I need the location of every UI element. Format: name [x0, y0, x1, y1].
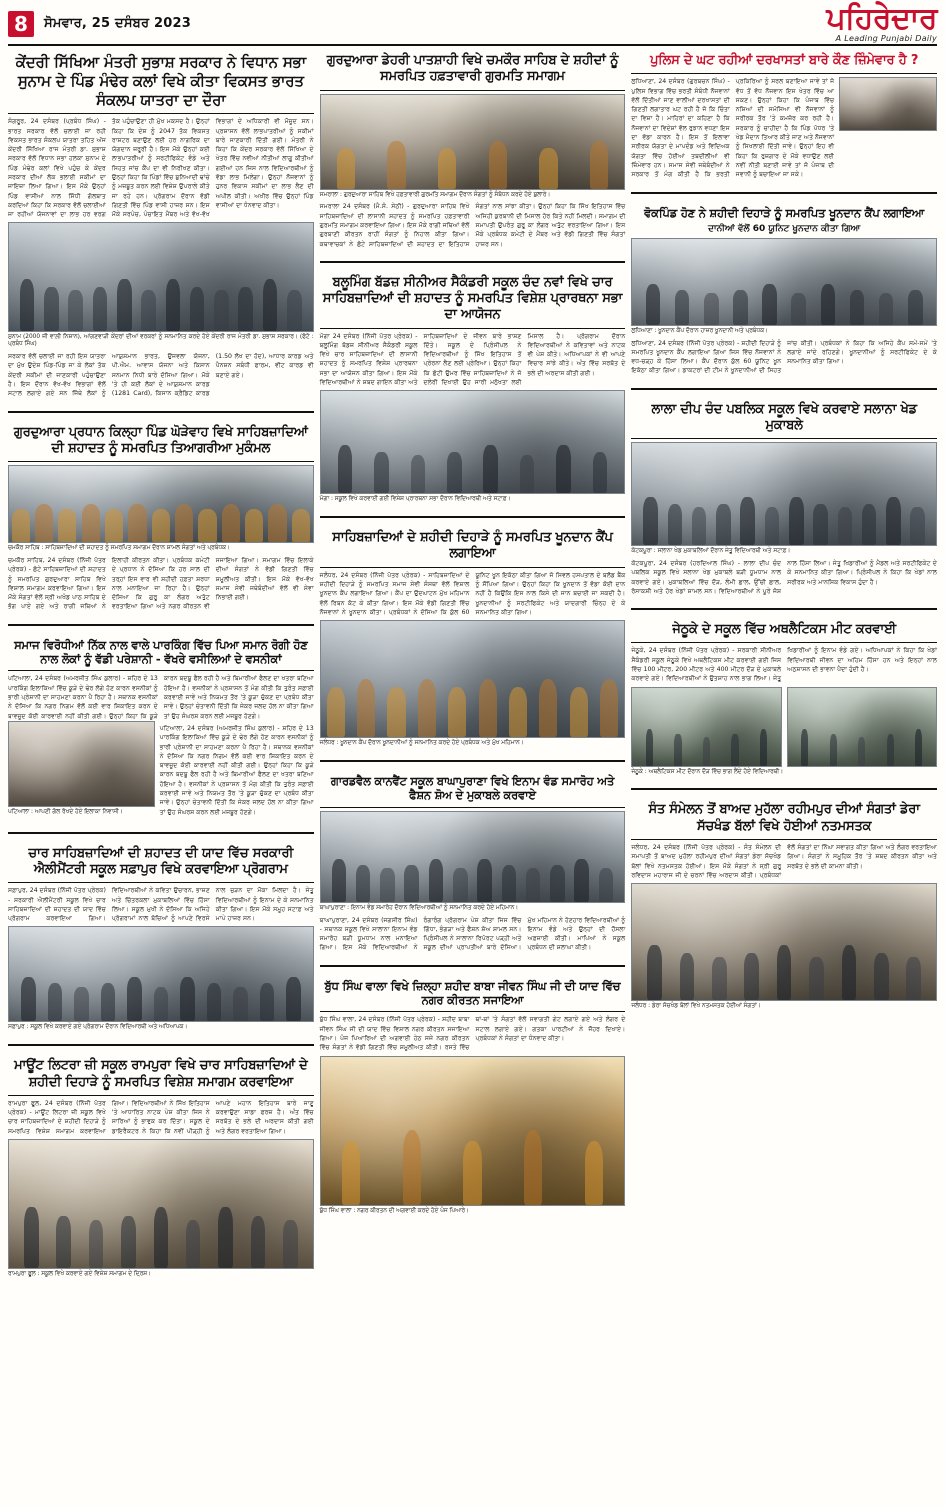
- article-a7-headline: ਸਮਾਜ ਵਿਰੋਧੀਆਂ ਨਿੱਕ ਨਾਲ ਵਾਲੇ ਪਾਰਕਿੰਗ ਵਿੱਚ ਪਿਆ ਸਮਾਨ ਰੋਗੀ ਹੋਣ ਨਾਲ ਲੋਕਾਂ ਨੂੰ ਵੱਡੀ ਪਰੇਸ਼ਾਨੀ - ਵੱਖਰੇ ਵਸੀਲਿਆਂ ਦੇ ਵਸਨੀਕਾਂ: [14, 637, 308, 667]
- article-a2-photo: [320, 94, 626, 190]
- column-3: [631, 50, 937, 1282]
- column-2: [320, 50, 626, 1282]
- article-a13-photo: [631, 442, 937, 546]
- article-a6-photo: [320, 620, 626, 738]
- article-a8-photo: [8, 926, 314, 1022]
- article-a3-body: ਲੁਧਿਆਣਾ, 24 ਦਸੰਬਰ (ਗੁਰਬਚਨ ਸਿੰਘ) - ਪੁਲਿਸ ਵਿਭਾਗ ਵਿੱਚ ਭਰਤੀ ਸੰਬੰਧੀ ਨੌਜਵਾਨਾਂ ਵੱਲੋਂ ਦਿੱਤੀਆਂ ਜਾਣ ਵਾਲੀਆਂ ਦਰਖਾਸਤਾਂ ਦੀ ਗਿਣਤੀ ਲਗਾਤਾਰ ਘਟ ਰਹੀ ਹੈ ਜੋ ਕਿ ਚਿੰਤਾ ਦਾ ਵਿਸ਼ਾ ਹੈ। ਮਾਹਿਰਾਂ ਦਾ ਕਹਿਣਾ ਹੈ ਕਿ ਨੌਜਵਾਨਾਂ ਦਾ ਵਿਦੇਸ਼ਾਂ ਵੱਲ ਰੁਝਾਨ ਵਧਣਾ ਇਸ ਦਾ ਵੱਡਾ ਕਾਰਨ ਹੈ। ਇਸ ਤੋਂ ਇਲਾਵਾ ਸਰੀਰਕ ਯੋਗਤਾ ਦੇ ਮਾਪਦੰਡ ਅਤੇ ਵਿਦਿਅਕ ਯੋਗਤਾ ਵਿੱਚ ਹੋਈਆਂ ਤਬਦੀਲੀਆਂ ਵੀ ਜ਼ਿੰਮੇਵਾਰ ਹਨ। ਸਮਾਜ ਸੇਵੀ ਜਥੇਬੰਦੀਆਂ ਨੇ ਸਰਕਾਰ ਤੋਂ ਮੰਗ ਕੀਤੀ ਹੈ ਕਿ ਭਰਤੀ ਪ੍ਰਕਿਰਿਆ ਨੂੰ ਸਰਲ ਬਣਾਇਆ ਜਾਵੇ ਤਾਂ ਜੋ ਵੱਧ ਤੋਂ ਵੱਧ ਨੌਜਵਾਨ ਇਸ ਖੇਤਰ ਵਿੱਚ ਆ ਸਕਣ। ਉਨ੍ਹਾਂ ਕਿਹਾ ਕਿ ਪੰਜਾਬ ਵਿੱਚ ਨਸ਼ਿਆਂ ਦੀ ਸਮੱਸਿਆ ਵੀ ਨੌਜਵਾਨਾਂ ਨੂੰ ਸਰੀਰਕ ਤੌਰ 'ਤੇ ਕਮਜ਼ੋਰ ਕਰ ਰਹੀ ਹੈ। ਸਰਕਾਰ ਨੂੰ ਚਾਹੀਦਾ ਹੈ ਕਿ ਪਿੰਡ ਪੱਧਰ 'ਤੇ ਖੇਡ ਮੈਦਾਨ ਤਿਆਰ ਕੀਤੇ ਜਾਣ ਅਤੇ ਨੌਜਵਾਨਾਂ ਨੂੰ ਸਿਖਲਾਈ ਦਿੱਤੀ ਜਾਵੇ। ਉਨ੍ਹਾਂ ਇਹ ਵੀ ਕਿਹਾ ਕਿ ਰੁਜ਼ਗਾਰ ਦੇ ਮੌਕੇ ਵਧਾਉਣ ਲਈ ਨਵੀਂ ਨੀਤੀ ਬਣਾਈ ਜਾਵੇ ਤਾਂ ਜੋ ਪੰਜਾਬ ਦੀ ਜਵਾਨੀ ਨੂੰ ਬਚਾਇਆ ਜਾ ਸਕੇ।: [631, 78, 835, 179]
- photo-figures: [321, 434, 625, 493]
- article-a9-body: ਬਾਘਾਪੁਰਾਣਾ, 24 ਦਸੰਬਰ (ਜਗਸੀਰ ਸਿੰਘ) - ਸਥਾਨਕ ਸਕੂਲ ਵਿਖੇ ਸਾਲਾਨਾ ਇਨਾਮ ਵੰਡ ਸਮਾਰੋਹ ਬੜੀ ਧੂਮਧਾਮ ਨਾਲ ਮਨਾਇਆ ਗਿਆ। ਇਸ ਮੌਕੇ ਵਿਦਿਆਰਥੀਆਂ ਨੇ ਰੰਗਾਰੰਗ ਪ੍ਰੋਗਰਾਮ ਪੇਸ਼ ਕੀਤਾ ਜਿਸ ਵਿੱਚ ਗਿੱਧਾ, ਭੰਗੜਾ ਅਤੇ ਫੈਸ਼ਨ ਸ਼ੋਅ ਸ਼ਾਮਲ ਸਨ। ਪ੍ਰਿੰਸੀਪਲ ਨੇ ਸਾਲਾਨਾ ਰਿਪੋਰਟ ਪੜ੍ਹੀ ਅਤੇ ਸਕੂਲ ਦੀਆਂ ਪ੍ਰਾਪਤੀਆਂ ਬਾਰੇ ਦੱਸਿਆ। ਮੁੱਖ ਮਹਿਮਾਨ ਨੇ ਹੋਣਹਾਰ ਵਿਦਿਆਰਥੀਆਂ ਨੂੰ ਇਨਾਮ ਵੰਡੇ ਅਤੇ ਉਨ੍ਹਾਂ ਦੀ ਹੌਸਲਾ ਅਫ਼ਜ਼ਾਈ ਕੀਤੀ। ਮਾਪਿਆਂ ਨੇ ਸਕੂਲ ਪ੍ਰਬੰਧਨ ਦੀ ਸ਼ਲਾਘਾ ਕੀਤੀ।: [319, 916, 626, 952]
- article-a11-body: ਬੁੱਧ ਸਿੰਘ ਵਾਲਾ, 24 ਦਸੰਬਰ (ਨਿੱਜੀ ਪੱਤਰ ਪ੍ਰੇਰਕ) - ਸ਼ਹੀਦ ਬਾਬਾ ਜੀਵਨ ਸਿੰਘ ਜੀ ਦੀ ਯਾਦ ਵਿੱਚ ਵਿਸ਼ਾਲ ਨਗਰ ਕੀਰਤਨ ਸਜਾਇਆ ਗਿਆ। ਪੰਜ ਪਿਆਰਿਆਂ ਦੀ ਅਗਵਾਈ ਹੇਠ ਸਜੇ ਨਗਰ ਕੀਰਤਨ ਵਿੱਚ ਸੰਗਤਾਂ ਨੇ ਵੱਡੀ ਗਿਣਤੀ ਵਿੱਚ ਸ਼ਮੂਲੀਅਤ ਕੀਤੀ। ਰਸਤੇ ਵਿੱਚ ਥਾਂ-ਥਾਂ 'ਤੇ ਸੰਗਤਾਂ ਵੱਲੋਂ ਸਵਾਗਤੀ ਗੇਟ ਲਗਾਏ ਗਏ ਅਤੇ ਲੰਗਰ ਦੇ ਸਟਾਲ ਲਗਾਏ ਗਏ। ਗਤਕਾ ਪਾਰਟੀਆਂ ਨੇ ਜੌਹਰ ਦਿਖਾਏ। ਪ੍ਰਬੰਧਕਾਂ ਨੇ ਸੰਗਤਾਂ ਦਾ ਧੰਨਵਾਦ ਕੀਤਾ।: [319, 1016, 626, 1052]
- article-a1-photo: [8, 222, 314, 332]
- article-a4-photo: [8, 465, 314, 543]
- photo-figures: [632, 720, 780, 765]
- photo-figures: [9, 268, 313, 331]
- article-a12-caption: ਲੁਧਿਆਣਾ : ਖੂਨਦਾਨ ਕੈਂਪ ਦੌਰਾਨ ਹਾਜ਼ਰ ਖੂਨਦਾਨੀ ਅਤੇ ਪ੍ਰਬੰਧਕ।: [631, 327, 768, 334]
- article-a6-caption: ਜਲੰਧਰ : ਖੂਨਦਾਨ ਕੈਂਪ ਦੌਰਾਨ ਖੂਨਦਾਨੀਆਂ ਨੂੰ ਸਨਮਾਨਿਤ ਕਰਦੇ ਹੋਏ ਪ੍ਰਬੰਧਕ ਅਤੇ ਮੁੱਖ ਮਹਿਮਾਨ।: [319, 740, 524, 747]
- article-a10-body: ਰਾਮਪੁਰਾ ਫੂਲ, 24 ਦਸੰਬਰ (ਨਿੱਜੀ ਪੱਤਰ ਪ੍ਰੇਰਕ) - ਮਾਊਂਟ ਲਿਟਰਾ ਜ਼ੀ ਸਕੂਲ ਵਿਖੇ ਚਾਰ ਸਾਹਿਬਜ਼ਾਦਿਆਂ ਦੇ ਸ਼ਹੀਦੀ ਦਿਹਾੜੇ ਨੂੰ ਸਮਰਪਿਤ ਵਿਸ਼ੇਸ਼ ਸਮਾਗਮ ਕਰਵਾਇਆ ਗਿਆ। ਵਿਦਿਆਰਥੀਆਂ ਨੇ ਸਿੱਖ ਇਤਿਹਾਸ 'ਤੇ ਆਧਾਰਿਤ ਨਾਟਕ ਪੇਸ਼ ਕੀਤਾ ਜਿਸ ਨੇ ਸਾਰਿਆਂ ਨੂੰ ਭਾਵੁਕ ਕਰ ਦਿੱਤਾ। ਸਕੂਲ ਦੇ ਡਾਇਰੈਕਟਰ ਨੇ ਕਿਹਾ ਕਿ ਨਵੀਂ ਪੀੜ੍ਹੀ ਨੂੰ ਆਪਣੇ ਮਹਾਨ ਇਤਿਹਾਸ ਬਾਰੇ ਜਾਣੂ ਕਰਵਾਉਣਾ ਸਾਡਾ ਫਰਜ਼ ਹੈ। ਅੰਤ ਵਿੱਚ ਸਰਬੱਤ ਦੇ ਭਲੇ ਦੀ ਅਰਦਾਸ ਕੀਤੀ ਗਈ ਅਤੇ ਲੰਗਰ ਵਰਤਾਇਆ ਗਿਆ।: [8, 1099, 314, 1135]
- page-number: 8: [8, 11, 34, 37]
- photo-figures: [321, 850, 625, 902]
- photo-figures: [321, 668, 625, 738]
- article-a14-photo-left: [631, 687, 781, 767]
- article-a1: [8, 50, 314, 402]
- photo-figures: [632, 933, 936, 1000]
- article-a15-headline: ਸੰਤ ਸੰਮੇਲਨ ਤੋਂ ਬਾਅਦ ਮੁਹੱਲਾ ਰਹੀਮਪੁਰ ਦੀਆਂ ਸੰਗਤਾਂ ਡੇਰਾ ਸੱਚਖੰਡ ਬੱਲਾਂ ਵਿਖੇ ਹੋਈਆਂ ਨਤਮਸਤਕ: [648, 802, 920, 834]
- article-a1-body2: ਸਰਕਾਰ ਵੱਲੋਂ ਚਲਾਈ ਜਾ ਰਹੀ ਇਸ ਯਾਤਰਾ ਦਾ ਮੁੱਖ ਉਦੇਸ਼ ਪਿੰਡ-ਪਿੰਡ ਜਾ ਕੇ ਲੋਕਾਂ ਤੱਕ ਕੇਂਦਰੀ ਸਕੀਮਾਂ ਦੀ ਜਾਣਕਾਰੀ ਪਹੁੰਚਾਉਣਾ ਹੈ। ਇਸ ਦੌਰਾਨ ਵੱਖ-ਵੱਖ ਵਿਭਾਗਾਂ ਵੱਲੋਂ ਸਟਾਲ ਲਗਾਏ ਗਏ ਸਨ ਜਿੱਥੇ ਲੋਕਾਂ ਨੂੰ ਆਯੁਸ਼ਮਾਨ ਭਾਰਤ, ਉਜਵਲਾ ਯੋਜਨਾ, ਪੀ.ਐਮ. ਆਵਾਸ ਯੋਜਨਾ ਅਤੇ ਕਿਸਾਨ ਸਨਮਾਨ ਨਿਧੀ ਬਾਰੇ ਦੱਸਿਆ ਗਿਆ। ਮੌਕੇ 'ਤੇ ਹੀ ਕਈ ਲੋਕਾਂ ਦੇ ਆਯੁਸ਼ਮਾਨ ਕਾਰਡ (1281 Card), ਕਿਸਾਨ ਕ੍ਰੈਡਿਟ ਕਾਰਡ (1.50 ਲੱਖ ਦਾ ਹੱਦ), ਆਧਾਰ ਕਾਰਡ ਅਤੇ ਪੈਨਸ਼ਨ ਸਬੰਧੀ ਫਾਰਮ, ਵੀਟ ਕਾਰਡ ਵੀ ਬਣਾਏ ਗਏ।: [8, 353, 314, 398]
- article-a7-body-bottom: ਪਟਿਆਲਾ, 24 ਦਸੰਬਰ (ਅਮਰਜੀਤ ਸਿੰਘ ਕੁਲਾਰ) - ਸ਼ਹਿਰ ਦੇ 13 ਪਾਰਕਿੰਗ ਇਲਾਕਿਆਂ ਵਿੱਚ ਕੂੜੇ ਦੇ ਢੇਰ ਲੱਗੇ ਹੋਣ ਕਾਰਨ ਵਸਨੀਕਾਂ ਨੂੰ ਭਾਰੀ ਪ੍ਰੇਸ਼ਾਨੀ ਦਾ ਸਾਹਮਣਾ ਕਰਨਾ ਪੈ ਰਿਹਾ ਹੈ। ਸਥਾਨਕ ਵਸਨੀਕਾਂ ਨੇ ਦੱਸਿਆ ਕਿ ਨਗਰ ਨਿਗਮ ਵੱਲੋਂ ਕਈ ਵਾਰ ਸ਼ਿਕਾਇਤ ਕਰਨ ਦੇ ਬਾਵਜੂਦ ਕੋਈ ਕਾਰਵਾਈ ਨਹੀਂ ਕੀਤੀ ਗਈ। ਉਨ੍ਹਾਂ ਕਿਹਾ ਕਿ ਕੂੜੇ ਕਾਰਨ ਬਦਬੂ ਫੈਲ ਰਹੀ ਹੈ ਅਤੇ ਬਿਮਾਰੀਆਂ ਫੈਲਣ ਦਾ ਖਤਰਾ ਬਣਿਆ ਹੋਇਆ ਹੈ। ਵਸਨੀਕਾਂ ਨੇ ਪ੍ਰਸ਼ਾਸਨ ਤੋਂ ਮੰਗ ਕੀਤੀ ਕਿ ਤੁਰੰਤ ਸਫ਼ਾਈ ਕਰਵਾਈ ਜਾਵੇ ਅਤੇ ਨਿਯਮਤ ਤੌਰ 'ਤੇ ਕੂੜਾ ਚੁੱਕਣ ਦਾ ਪ੍ਰਬੰਧ ਕੀਤਾ ਜਾਵੇ। ਉਨ੍ਹਾਂ ਚੇਤਾਵਨੀ ਦਿੱਤੀ ਕਿ ਜੇਕਰ ਜਲਦ ਹੱਲ ਨਾ ਕੀਤਾ ਗਿਆ ਤਾਂ ਉਹ ਸੰਘਰਸ਼ ਕਰਨ ਲਈ ਮਜਬੂਰ ਹੋਣਗੇ।: [159, 724, 314, 816]
- article-a7-body-top: ਪਟਿਆਲਾ, 24 ਦਸੰਬਰ (ਅਮਰਜੀਤ ਸਿੰਘ ਕੁਲਾਰ) - ਸ਼ਹਿਰ ਦੇ 13 ਪਾਰਕਿੰਗ ਇਲਾਕਿਆਂ ਵਿੱਚ ਕੂੜੇ ਦੇ ਢੇਰ ਲੱਗੇ ਹੋਣ ਕਾਰਨ ਵਸਨੀਕਾਂ ਨੂੰ ਭਾਰੀ ਪ੍ਰੇਸ਼ਾਨੀ ਦਾ ਸਾਹਮਣਾ ਕਰਨਾ ਪੈ ਰਿਹਾ ਹੈ। ਸਥਾਨਕ ਵਸਨੀਕਾਂ ਨੇ ਦੱਸਿਆ ਕਿ ਨਗਰ ਨਿਗਮ ਵੱਲੋਂ ਕਈ ਵਾਰ ਸ਼ਿਕਾਇਤ ਕਰਨ ਦੇ ਬਾਵਜੂਦ ਕੋਈ ਕਾਰਵਾਈ ਨਹੀਂ ਕੀਤੀ ਗਈ। ਉਨ੍ਹਾਂ ਕਿਹਾ ਕਿ ਕੂੜੇ ਕਾਰਨ ਬਦਬੂ ਫੈਲ ਰਹੀ ਹੈ ਅਤੇ ਬਿਮਾਰੀਆਂ ਫੈਲਣ ਦਾ ਖਤਰਾ ਬਣਿਆ ਹੋਇਆ ਹੈ। ਵਸਨੀਕਾਂ ਨੇ ਪ੍ਰਸ਼ਾਸਨ ਤੋਂ ਮੰਗ ਕੀਤੀ ਕਿ ਤੁਰੰਤ ਸਫ਼ਾਈ ਕਰਵਾਈ ਜਾਵੇ ਅਤੇ ਨਿਯਮਤ ਤੌਰ 'ਤੇ ਕੂੜਾ ਚੁੱਕਣ ਦਾ ਪ੍ਰਬੰਧ ਕੀਤਾ ਜਾਵੇ। ਉਨ੍ਹਾਂ ਚੇਤਾਵਨੀ ਦਿੱਤੀ ਕਿ ਜੇਕਰ ਜਲਦ ਹੱਲ ਨਾ ਕੀਤਾ ਗਿਆ ਤਾਂ ਉਹ ਸੰਘਰਸ਼ ਕਰਨ ਲਈ ਮਜਬੂਰ ਹੋਣਗੇ।: [8, 675, 314, 720]
- article-a12-headline: ਵੋਕਪਿੰਡ ਹੋਣ ਨੇ ਸ਼ਹੀਦੀ ਦਿਹਾੜੇ ਨੂੰ ਸਮਰਪਿਤ ਖੂਨਦਾਨ ਕੈਂਪ ਲਗਾਇਆ: [644, 205, 925, 220]
- article-a6: [320, 527, 626, 751]
- article-a8: [8, 843, 314, 1036]
- article-a9: [320, 771, 626, 956]
- article-a4: [8, 422, 314, 615]
- masthead-left: [8, 11, 191, 37]
- article-a5-headline: ਬਲੂਮਿੰਗ ਬੱਡਜ਼ ਸੀਨੀਅਰ ਸੈਕੰਡਰੀ ਸਕੂਲ ਚੰਦ ਨਵਾਂ ਵਿਖੇ ਚਾਰ ਸਾਹਿਬਜ਼ਾਦਿਆਂ ਦੀ ਸ਼ਹਾਦਤ ਨੂੰ ਸਮਰਪਿਤ ਵਿਸ਼ੇਸ਼ ਪ੍ਰਾਰਥਨਾ ਸਭਾ ਦਾ ਆਯੋਜਨ: [322, 274, 623, 323]
- photo-figures: [788, 720, 936, 765]
- article-a1-photo-wrap: [8, 222, 314, 350]
- article-a15-caption: ਜਲੰਧਰ : ਡੇਰਾ ਸੱਚਖੰਡ ਬੱਲਾਂ ਵਿਖੇ ਨਤਮਸਤਕ ਹੋਈਆਂ ਸੰਗਤਾਂ।: [631, 1003, 761, 1010]
- article-a1-body: ਸੰਗਰੂਰ, 24 ਦਸੰਬਰ (ਪ੍ਰਬੰਧ ਸਿੰਘ) - ਭਾਰਤ ਸਰਕਾਰ ਵੱਲੋਂ ਚਲਾਈ ਜਾ ਰਹੀ ਵਿਕਸਤ ਭਾਰਤ ਸੰਕਲਪ ਯਾਤਰਾ ਤਹਿਤ ਅੱਜ ਕੇਂਦਰੀ ਸਿੱਖਿਆ ਰਾਜ ਮੰਤਰੀ ਡਾ. ਸੁਭਾਸ਼ ਸਰਕਾਰ ਵੱਲੋਂ ਵਿਧਾਨ ਸਭਾ ਹਲਕਾ ਸੁਨਾਮ ਦੇ ਪਿੰਡ ਮੰਢੇਰ ਕਲਾਂ ਵਿਖੇ ਪਹੁੰਚ ਕੇ ਕੇਂਦਰ ਸਰਕਾਰ ਦੀਆਂ ਲੋਕ ਭਲਾਈ ਸਕੀਮਾਂ ਦਾ ਜਾਇਜ਼ਾ ਲਿਆ ਗਿਆ। ਇਸ ਮੌਕੇ ਉਨ੍ਹਾਂ ਪਿੰਡ ਵਾਸੀਆਂ ਨਾਲ ਸਿੱਧੀ ਗੱਲਬਾਤ ਕਰਦਿਆਂ ਕਿਹਾ ਕਿ ਸਰਕਾਰ ਵੱਲੋਂ ਚਲਾਈਆਂ ਜਾ ਰਹੀਆਂ ਯੋਜਨਾਵਾਂ ਦਾ ਲਾਭ ਹਰ ਵਰਗ ਤੱਕ ਪਹੁੰਚਾਉਣਾ ਹੀ ਮੁੱਖ ਮਕਸਦ ਹੈ। ਉਨ੍ਹਾਂ ਕਿਹਾ ਕਿ ਦੇਸ਼ ਨੂੰ 2047 ਤੱਕ ਵਿਕਸਤ ਰਾਸ਼ਟਰ ਬਣਾਉਣ ਲਈ ਹਰ ਨਾਗਰਿਕ ਦਾ ਯੋਗਦਾਨ ਜ਼ਰੂਰੀ ਹੈ। ਇਸ ਮੌਕੇ ਉਨ੍ਹਾਂ ਕਈ ਲਾਭਪਾਤਰੀਆਂ ਨੂੰ ਸਰਟੀਫਿਕੇਟ ਵੰਡੇ ਅਤੇ ਸਿਹਤ ਜਾਂਚ ਕੈਂਪ ਦਾ ਵੀ ਨਿਰੀਖਣ ਕੀਤਾ। ਉਨ੍ਹਾਂ ਕਿਹਾ ਕਿ ਪਿੰਡਾਂ ਵਿੱਚ ਬੁਨਿਆਦੀ ਢਾਂਚੇ ਨੂੰ ਮਜ਼ਬੂਤ ਕਰਨ ਲਈ ਵਿਸ਼ੇਸ਼ ਉਪਰਾਲੇ ਕੀਤੇ ਜਾ ਰਹੇ ਹਨ। ਪ੍ਰੋਗਰਾਮ ਦੌਰਾਨ ਵੱਡੀ ਗਿਣਤੀ ਵਿੱਚ ਪਿੰਡ ਵਾਸੀ ਹਾਜ਼ਰ ਸਨ। ਇਸ ਮੌਕੇ ਸਰਪੰਚ, ਪੰਚਾਇਤ ਮੈਂਬਰ ਅਤੇ ਵੱਖ-ਵੱਖ ਵਿਭਾਗਾਂ ਦੇ ਅਧਿਕਾਰੀ ਵੀ ਮੌਜੂਦ ਸਨ। ਪ੍ਰਸ਼ਾਸਨ ਵੱਲੋਂ ਲਾਭਪਾਤਰੀਆਂ ਨੂੰ ਸਕੀਮਾਂ ਬਾਰੇ ਜਾਣਕਾਰੀ ਦਿੱਤੀ ਗਈ। ਮੰਤਰੀ ਨੇ ਕਿਹਾ ਕਿ ਕੇਂਦਰ ਸਰਕਾਰ ਵੱਲੋਂ ਸਿੱਖਿਆ ਦੇ ਖੇਤਰ ਵਿੱਚ ਨਵੀਆਂ ਨੀਤੀਆਂ ਲਾਗੂ ਕੀਤੀਆਂ ਗਈਆਂ ਹਨ ਜਿਸ ਨਾਲ ਵਿਦਿਆਰਥੀਆਂ ਨੂੰ ਵੱਡਾ ਲਾਭ ਮਿਲੇਗਾ। ਉਨ੍ਹਾਂ ਨੌਜਵਾਨਾਂ ਨੂੰ ਹੁਨਰ ਵਿਕਾਸ ਸਕੀਮਾਂ ਦਾ ਲਾਭ ਲੈਣ ਦੀ ਅਪੀਲ ਕੀਤੀ। ਅਖੀਰ ਵਿੱਚ ਉਨ੍ਹਾਂ ਪਿੰਡ ਵਾਸੀਆਂ ਦਾ ਧੰਨਵਾਦ ਕੀਤਾ।: [8, 118, 314, 219]
- article-a6-body: ਜਲੰਧਰ, 24 ਦਸੰਬਰ (ਨਿੱਜੀ ਪੱਤਰ ਪ੍ਰੇਰਕ) - ਸਾਹਿਬਜ਼ਾਦਿਆਂ ਦੇ ਸ਼ਹੀਦੀ ਦਿਹਾੜੇ ਨੂੰ ਸਮਰਪਿਤ ਸਮਾਜ ਸੇਵੀ ਸੰਸਥਾ ਵੱਲੋਂ ਵਿਸ਼ਾਲ ਖੂਨਦਾਨ ਕੈਂਪ ਲਗਾਇਆ ਗਿਆ। ਕੈਂਪ ਦਾ ਉਦਘਾਟਨ ਮੁੱਖ ਮਹਿਮਾਨ ਵੱਲੋਂ ਰਿਬਨ ਕੱਟ ਕੇ ਕੀਤਾ ਗਿਆ। ਇਸ ਮੌਕੇ ਵੱਡੀ ਗਿਣਤੀ ਵਿੱਚ ਨੌਜਵਾਨਾਂ ਨੇ ਖੂਨਦਾਨ ਕੀਤਾ। ਪ੍ਰਬੰਧਕਾਂ ਨੇ ਦੱਸਿਆ ਕਿ ਕੁੱਲ 60 ਯੂਨਿਟ ਖੂਨ ਇਕੱਠਾ ਕੀਤਾ ਗਿਆ ਜੋ ਸਿਵਲ ਹਸਪਤਾਲ ਦੇ ਬਲੱਡ ਬੈਂਕ ਨੂੰ ਸੌਂਪਿਆ ਗਿਆ। ਉਨ੍ਹਾਂ ਕਿਹਾ ਕਿ ਖੂਨਦਾਨ ਤੋਂ ਵੱਡਾ ਕੋਈ ਦਾਨ ਨਹੀਂ ਹੈ ਕਿਉਂਕਿ ਇਸ ਨਾਲ ਕਿਸੇ ਦੀ ਜਾਨ ਬਚਾਈ ਜਾ ਸਕਦੀ ਹੈ। ਖੂਨਦਾਨੀਆਂ ਨੂੰ ਸਰਟੀਫਿਕੇਟ ਅਤੇ ਯਾਦਗਾਰੀ ਚਿੰਨ੍ਹ ਦੇ ਕੇ ਸਨਮਾਨਿਤ ਕੀਤਾ ਗਿਆ।: [319, 571, 626, 616]
- article-a14-caption: ਜੇਠੂਕੇ : ਅਥਲੈਟਿਕਸ ਮੀਟ ਦੌਰਾਨ ਦੌੜ ਵਿੱਚ ਭਾਗ ਲੈਂਦੇ ਹੋਏ ਵਿਦਿਆਰਥੀ।: [631, 768, 784, 775]
- photo-figures: [632, 275, 936, 325]
- article-a8-body: ਸਫ਼ਾਪੁਰ, 24 ਦਸੰਬਰ (ਨਿੱਜੀ ਪੱਤਰ ਪ੍ਰੇਰਕ) - ਸਰਕਾਰੀ ਐਲੀਮੈਂਟਰੀ ਸਕੂਲ ਵਿਖੇ ਚਾਰ ਸਾਹਿਬਜ਼ਾਦਿਆਂ ਦੀ ਸ਼ਹਾਦਤ ਦੀ ਯਾਦ ਵਿੱਚ ਪ੍ਰੋਗਰਾਮ ਕਰਵਾਇਆ ਗਿਆ। ਵਿਦਿਆਰਥੀਆਂ ਨੇ ਕਵਿਤਾ ਉਚਾਰਨ, ਭਾਸ਼ਣ ਅਤੇ ਚਿੱਤਰਕਲਾ ਮੁਕਾਬਲਿਆਂ ਵਿੱਚ ਹਿੱਸਾ ਲਿਆ। ਸਕੂਲ ਮੁਖੀ ਨੇ ਦੱਸਿਆ ਕਿ ਅਜਿਹੇ ਪ੍ਰੋਗਰਾਮਾਂ ਨਾਲ ਬੱਚਿਆਂ ਨੂੰ ਆਪਣੇ ਵਿਰਸੇ ਨਾਲ ਜੁੜਨ ਦਾ ਮੌਕਾ ਮਿਲਦਾ ਹੈ। ਜੇਤੂ ਵਿਦਿਆਰਥੀਆਂ ਨੂੰ ਇਨਾਮ ਦੇ ਕੇ ਸਨਮਾਨਿਤ ਕੀਤਾ ਗਿਆ। ਇਸ ਮੌਕੇ ਸਮੂਹ ਸਟਾਫ਼ ਅਤੇ ਮਾਪੇ ਹਾਜ਼ਰ ਸਨ।: [8, 887, 314, 923]
- article-a12-photo: [631, 238, 937, 326]
- publication-date: ਸੋਮਵਾਰ, 25 ਦਸੰਬਰ 2023: [44, 16, 191, 31]
- newspaper-title: ਪਹਿਰੇਦਾਰ: [826, 1, 937, 36]
- photo-figures: [9, 967, 313, 1022]
- newspaper-tagline: A Leading Punjabi Daily: [835, 34, 937, 43]
- article-a8-caption: ਸਫ਼ਾਪੁਰ : ਸਕੂਲ ਵਿਖੇ ਕਰਵਾਏ ਗਏ ਪ੍ਰੋਗਰਾਮ ਦੌਰਾਨ ਵਿਦਿਆਰਥੀ ਅਤੇ ਅਧਿਆਪਕ।: [8, 1024, 188, 1031]
- article-a4-caption: ਚਮਕੌਰ ਸਾਹਿਬ : ਸਾਹਿਬਜ਼ਾਦਿਆਂ ਦੀ ਸ਼ਹਾਦਤ ਨੂੰ ਸਮਰਪਿਤ ਸਮਾਗਮ ਦੌਰਾਨ ਸ਼ਾਮਲ ਸੰਗਤਾਂ ਅਤੇ ਪ੍ਰਬੰਧਕ।: [8, 545, 230, 552]
- article-a12-body: ਲੁਧਿਆਣਾ, 24 ਦਸੰਬਰ (ਨਿੱਜੀ ਪੱਤਰ ਪ੍ਰੇਰਕ) - ਸ਼ਹੀਦੀ ਦਿਹਾੜੇ ਨੂੰ ਸਮਰਪਿਤ ਖੂਨਦਾਨ ਕੈਂਪ ਲਗਾਇਆ ਗਿਆ ਜਿਸ ਵਿੱਚ ਨੌਜਵਾਨਾਂ ਨੇ ਵਧ-ਚੜ੍ਹ ਕੇ ਹਿੱਸਾ ਲਿਆ। ਕੈਂਪ ਦੌਰਾਨ ਕੁੱਲ 60 ਯੂਨਿਟ ਖੂਨ ਇਕੱਠਾ ਕੀਤਾ ਗਿਆ। ਡਾਕਟਰਾਂ ਦੀ ਟੀਮ ਨੇ ਖੂਨਦਾਨੀਆਂ ਦੀ ਸਿਹਤ ਜਾਂਚ ਕੀਤੀ। ਪ੍ਰਬੰਧਕਾਂ ਨੇ ਕਿਹਾ ਕਿ ਅਜਿਹੇ ਕੈਂਪ ਸਮੇਂ-ਸਮੇਂ 'ਤੇ ਲਗਾਏ ਜਾਂਦੇ ਰਹਿਣਗੇ। ਖੂਨਦਾਨੀਆਂ ਨੂੰ ਸਰਟੀਫਿਕੇਟ ਦੇ ਕੇ ਸਨਮਾਨਿਤ ਕੀਤਾ ਗਿਆ।: [631, 339, 937, 375]
- article-a15: [631, 799, 937, 1014]
- article-a10-photo: [8, 1139, 314, 1269]
- article-a7: [8, 635, 314, 823]
- article-a3-photo-wrap: [839, 77, 937, 131]
- article-a1-headline: ਕੇਂਦਰੀ ਸਿੱਖਿਆ ਮੰਤਰੀ ਸੁਭਾਸ਼ ਸਰਕਾਰ ਨੇ ਵਿਧਾਨ ਸਭਾ ਸੁਨਾਮ ਦੇ ਪਿੰਡ ਮੰਢੇਰ ਕਲਾਂ ਵਿਖੇ ਕੀਤਾ ਵਿਕਸਤ ਭਾਰਤ ਸੰਕਲਪ ਯਾਤਰਾ ਦਾ ਦੌਰਾ: [15, 53, 306, 109]
- column-1: [8, 50, 314, 1282]
- article-a1-caption: ਸੁਨਾਮ (2000 ਜੀ ਵਾਲ਼ੀ ਨਿਸ਼ਾਨ), ਆਂਗਣਵਾੜੀ ਕੇਂਦਰਾਂ ਦੀਆਂ ਵਰਕਰਾਂ ਨੂੰ ਸਨਮਾਨਿਤ ਕਰਦੇ ਹੋਏ ਕੇਂਦਰੀ ਰਾਜ ਮੰਤਰੀ ਡਾ. ਸੁਭਾਸ਼ ਸਰਕਾਰ। (ਫੋਟੋ : ਪ੍ਰਬੰਧ ਸਿੰਘ): [8, 333, 314, 348]
- article-a7-photo: [8, 721, 155, 807]
- article-a9-caption: ਬਾਘਾਪੁਰਾਣਾ : ਇਨਾਮ ਵੰਡ ਸਮਾਰੋਹ ਦੌਰਾਨ ਵਿਦਿਆਰਥੀਆਂ ਨੂੰ ਸਨਮਾਨਿਤ ਕਰਦੇ ਹੋਏ ਮਹਿਮਾਨ।: [319, 904, 519, 911]
- photo-figures: [321, 1116, 625, 1205]
- article-a6-headline: ਸਾਹਿਬਜ਼ਾਦਿਆਂ ਦੇ ਸ਼ਹੀਦੀ ਦਿਹਾੜੇ ਨੂੰ ਸਮਰਪਿਤ ਖੂਨਦਾਨ ਕੈਂਪ ਲਗਾਇਆ: [332, 530, 613, 562]
- article-a13-body: ਕੋਟਕਪੂਰਾ, 24 ਦਸੰਬਰ (ਹਰਦਿਆਲ ਸਿੰਘ) - ਲਾਲਾ ਦੀਪ ਚੰਦ ਪਬਲਿਕ ਸਕੂਲ ਵਿਖੇ ਸਲਾਨਾ ਖੇਡ ਮੁਕਾਬਲੇ ਬੜੀ ਧੂਮਧਾਮ ਨਾਲ ਕਰਵਾਏ ਗਏ। ਮੁਕਾਬਲਿਆਂ ਵਿੱਚ ਦੌੜ, ਲੰਮੀ ਛਾਲ, ਉੱਚੀ ਛਾਲ, ਰੱਸਾਕਸ਼ੀ ਅਤੇ ਹੋਰ ਖੇਡਾਂ ਸ਼ਾਮਲ ਸਨ। ਵਿਦਿਆਰਥੀਆਂ ਨੇ ਪੂਰੇ ਜੋਸ਼ ਨਾਲ ਹਿੱਸਾ ਲਿਆ। ਜੇਤੂ ਖਿਡਾਰੀਆਂ ਨੂੰ ਮੈਡਲ ਅਤੇ ਸਰਟੀਫਿਕੇਟ ਦੇ ਕੇ ਸਨਮਾਨਿਤ ਕੀਤਾ ਗਿਆ। ਪ੍ਰਿੰਸੀਪਲ ਨੇ ਕਿਹਾ ਕਿ ਖੇਡਾਂ ਨਾਲ ਸਰੀਰਕ ਅਤੇ ਮਾਨਸਿਕ ਵਿਕਾਸ ਹੁੰਦਾ ਹੈ।: [631, 560, 937, 595]
- article-a14: [631, 619, 937, 779]
- article-a3-photo: [839, 77, 937, 131]
- article-a3: [631, 50, 937, 183]
- article-a8-headline: ਚਾਰ ਸਾਹਿਬਜ਼ਾਦਿਆਂ ਦੀ ਸ਼ਹਾਦਤ ਦੀ ਯਾਦ ਵਿੱਚ ਸਰਕਾਰੀ ਐਲੀਮੈਂਟਰੀ ਸਕੂਲ ਸਫ਼ਾਪੁਰ ਵਿਖੇ ਕਰਵਾਇਆ ਪ੍ਰੋਗਰਾਮ: [28, 845, 294, 878]
- article-a15-photo: [631, 883, 937, 1001]
- article-a7-photo-wrap: [8, 721, 155, 817]
- article-a2-body: ਸਮਰਾਲਾ 24 ਦਸੰਬਰ (ਮੈ.ਸੰ. ਸੇਠੀ) - ਗੁਰਦੁਆਰਾ ਸਾਹਿਬ ਵਿਖੇ ਸਾਹਿਬਜ਼ਾਦਿਆਂ ਦੀ ਲਾਸਾਨੀ ਸ਼ਹਾਦਤ ਨੂੰ ਸਮਰਪਿਤ ਹਫ਼ਤਾਵਾਰੀ ਗੁਰਮਤਿ ਸਮਾਗਮ ਕਰਵਾਇਆ ਗਿਆ। ਇਸ ਮੌਕੇ ਰਾਗੀ ਜਥਿਆਂ ਵੱਲੋਂ ਗੁਰਬਾਣੀ ਕੀਰਤਨ ਰਾਹੀਂ ਸੰਗਤਾਂ ਨੂੰ ਨਿਹਾਲ ਕੀਤਾ ਗਿਆ। ਕਥਾਵਾਚਕਾਂ ਨੇ ਛੋਟੇ ਸਾਹਿਬਜ਼ਾਦਿਆਂ ਦੀ ਸ਼ਹਾਦਤ ਦਾ ਇਤਿਹਾਸ ਸੰਗਤਾਂ ਨਾਲ ਸਾਂਝਾ ਕੀਤਾ। ਉਨ੍ਹਾਂ ਕਿਹਾ ਕਿ ਸਿੱਖ ਇਤਿਹਾਸ ਵਿੱਚ ਅਜਿਹੀ ਕੁਰਬਾਨੀ ਦੀ ਮਿਸਾਲ ਹੋਰ ਕਿਤੇ ਨਹੀਂ ਮਿਲਦੀ। ਸਮਾਗਮ ਦੀ ਸਮਾਪਤੀ ਉਪਰੰਤ ਗੁਰੂ ਕਾ ਲੰਗਰ ਅਤੁੱਟ ਵਰਤਾਇਆ ਗਿਆ। ਇਸ ਮੌਕੇ ਪ੍ਰਬੰਧਕ ਕਮੇਟੀ ਦੇ ਮੈਂਬਰ ਅਤੇ ਵੱਡੀ ਗਿਣਤੀ ਵਿੱਚ ਸੰਗਤਾਂ ਹਾਜ਼ਰ ਸਨ।: [319, 203, 626, 248]
- article-a11-headline: ਬੁੱਧ ਸਿੰਘ ਵਾਲਾ ਵਿਖੇ ਜ਼ਿਲ੍ਹਾ ਸ਼ਹੀਦ ਬਾਬਾ ਜੀਵਨ ਸਿੰਘ ਜੀ ਦੀ ਯਾਦ ਵਿੱਚ ਨਗਰ ਕੀਰਤਨ ਸਜਾਇਆ: [324, 978, 621, 1008]
- article-a2-caption: ਸਮਰਾਲਾ : ਗੁਰਦੁਆਰਾ ਸਾਹਿਬ ਵਿਖੇ ਹਫ਼ਤਾਵਾਰੀ ਗੁਰਮਤਿ ਸਮਾਗਮ ਦੌਰਾਨ ਸੰਗਤਾਂ ਨੂੰ ਸੰਬੋਧਨ ਕਰਦੇ ਹੋਏ ਬੁਲਾਰੇ।: [319, 191, 551, 198]
- photo-figures: [632, 486, 936, 545]
- article-a2: [320, 50, 626, 252]
- article-a10: [8, 1055, 314, 1282]
- article-a13-headline: ਲਾਲਾ ਦੀਪ ਚੰਦ ਪਬਲਿਕ ਸਕੂਲ ਵਿਖੇ ਕਰਵਾਏ ਸਲਾਨਾ ਖੇਡ ਮੁਕਾਬਲੇ: [651, 401, 917, 433]
- article-a11-photo: [320, 1056, 626, 1206]
- article-a11: [320, 976, 626, 1219]
- page-columns: [8, 50, 937, 1282]
- article-a12-subhead: ਦਾਨੀਆਂ ਵੱਲੋਂ 60 ਯੂਨਿਟ ਖੂਨਦਾਨ ਕੀਤਾ ਗਿਆ: [708, 223, 861, 234]
- article-a14-photo-right: [787, 687, 937, 767]
- article-a10-caption: ਰਾਮਪੁਰਾ ਫੂਲ : ਸਕੂਲ ਵਿਖੇ ਕਰਵਾਏ ਗਏ ਵਿਸ਼ੇਸ਼ ਸਮਾਗਮ ਦੇ ਦ੍ਰਿਸ਼।: [8, 1270, 151, 1277]
- article-a10-headline: ਮਾਊਂਟ ਲਿਟਰਾ ਜ਼ੀ ਸਕੂਲ ਰਾਮਪੁਰਾ ਵਿਖੇ ਚਾਰ ਸਾਹਿਬਜ਼ਾਦਿਆਂ ਦੇ ਸ਼ਹੀਦੀ ਦਿਹਾੜੇ ਨੂੰ ਸਮਰਪਿਤ ਵਿਸ਼ੇਸ਼ ਸਮਾਗਮ ਕਰਵਾਇਆ: [14, 1058, 308, 1090]
- article-a4-body: ਚਮਕੌਰ ਸਾਹਿਬ, 24 ਦਸੰਬਰ (ਨਿੱਜੀ ਪੱਤਰ ਪ੍ਰੇਰਕ) - ਛੋਟੇ ਸਾਹਿਬਜ਼ਾਦਿਆਂ ਦੀ ਸ਼ਹਾਦਤ ਨੂੰ ਸਮਰਪਿਤ ਗੁਰਦੁਆਰਾ ਸਾਹਿਬ ਵਿਖੇ ਵਿਸ਼ਾਲ ਸਮਾਗਮ ਕਰਵਾਇਆ ਗਿਆ। ਇਸ ਮੌਕੇ ਸੰਗਤਾਂ ਵੱਲੋਂ ਸ੍ਰੀ ਅਖੰਡ ਪਾਠ ਸਾਹਿਬ ਦੇ ਭੋਗ ਪਾਏ ਗਏ ਅਤੇ ਰਾਗੀ ਜਥਿਆਂ ਨੇ ਇਲਾਹੀ ਕੀਰਤਨ ਕੀਤਾ। ਪ੍ਰਬੰਧਕ ਕਮੇਟੀ ਦੇ ਪ੍ਰਧਾਨ ਨੇ ਦੱਸਿਆ ਕਿ ਹਰ ਸਾਲ ਦੀ ਤਰ੍ਹਾਂ ਇਸ ਵਾਰ ਵੀ ਸ਼ਹੀਦੀ ਹਫ਼ਤਾ ਸ਼ਰਧਾ ਨਾਲ ਮਨਾਇਆ ਜਾ ਰਿਹਾ ਹੈ। ਉਨ੍ਹਾਂ ਦੱਸਿਆ ਕਿ ਗੁਰੂ ਕਾ ਲੰਗਰ ਅਤੁੱਟ ਵਰਤਾਇਆ ਗਿਆ ਅਤੇ ਨਗਰ ਕੀਰਤਨ ਵੀ ਸਜਾਇਆ ਗਿਆ। ਸਮਾਗਮ ਵਿੱਚ ਇਲਾਕੇ ਦੀਆਂ ਸੰਗਤਾਂ ਨੇ ਵੱਡੀ ਗਿਣਤੀ ਵਿੱਚ ਸ਼ਮੂਲੀਅਤ ਕੀਤੀ। ਇਸ ਮੌਕੇ ਵੱਖ-ਵੱਖ ਸਮਾਜ ਸੇਵੀ ਜਥੇਬੰਦੀਆਂ ਵੱਲੋਂ ਵੀ ਸੇਵਾ ਨਿਭਾਈ ਗਈ।: [8, 556, 314, 611]
- article-a13-caption: ਕੋਟਕਪੂਰਾ : ਸਲਾਨਾ ਖੇਡ ਮੁਕਾਬਲਿਆਂ ਦੌਰਾਨ ਜੇਤੂ ਵਿਦਿਆਰਥੀ ਅਤੇ ਸਟਾਫ਼।: [631, 548, 791, 555]
- article-a7-caption: ਪਟਿਆਲਾ : ਆਪਣੀ ਗੱਲ ਰੱਖਦੇ ਹੋਏ ਇਲਾਕਾ ਨਿਵਾਸੀ।: [8, 808, 123, 815]
- article-a9-photo: [320, 811, 626, 903]
- article-a5: [320, 272, 626, 507]
- photo-figures: [9, 497, 313, 543]
- article-a9-headline: ਗਾਰਡਵੈਲ ਕਾਨਵੈਂਟ ਸਕੂਲ ਬਾਘਾਪੁਰਾਣਾ ਵਿਖੇ ਇਨਾਮ ਵੰਡ ਸਮਾਰੋਹ ਅਤੇ ਫੈਸ਼ਨ ਸ਼ੋਅ ਦੇ ਮੁਕਾਬਲੇ ਕਰਵਾਏ: [330, 773, 615, 803]
- article-a5-photo: [320, 390, 626, 494]
- article-a14-body: ਜੇਠੂਕੇ, 24 ਦਸੰਬਰ (ਨਿੱਜੀ ਪੱਤਰ ਪ੍ਰੇਰਕ) - ਸਰਕਾਰੀ ਸੀਨੀਅਰ ਸੈਕੰਡਰੀ ਸਕੂਲ ਜੇਠੂਕੇ ਵਿਖੇ ਅਥਲੈਟਿਕਸ ਮੀਟ ਕਰਵਾਈ ਗਈ ਜਿਸ ਵਿੱਚ 100 ਮੀਟਰ, 200 ਮੀਟਰ ਅਤੇ 400 ਮੀਟਰ ਦੌੜ ਦੇ ਮੁਕਾਬਲੇ ਕਰਵਾਏ ਗਏ। ਵਿਦਿਆਰਥੀਆਂ ਨੇ ਉਤਸ਼ਾਹ ਨਾਲ ਭਾਗ ਲਿਆ। ਜੇਤੂ ਖਿਡਾਰੀਆਂ ਨੂੰ ਇਨਾਮ ਵੰਡੇ ਗਏ। ਅਧਿਆਪਕਾਂ ਨੇ ਕਿਹਾ ਕਿ ਖੇਡਾਂ ਵਿਦਿਆਰਥੀ ਜੀਵਨ ਦਾ ਅਹਿਮ ਹਿੱਸਾ ਹਨ ਅਤੇ ਇਨ੍ਹਾਂ ਨਾਲ ਅਨੁਸ਼ਾਸਨ ਦੀ ਭਾਵਨਾ ਪੈਦਾ ਹੁੰਦੀ ਹੈ।: [631, 647, 937, 683]
- article-a13: [631, 399, 937, 600]
- article-a11-caption: ਬੁੱਧ ਸਿੰਘ ਵਾਲਾ : ਨਗਰ ਕੀਰਤਨ ਦੀ ਅਗਵਾਈ ਕਰਦੇ ਹੋਏ ਪੰਜ ਪਿਆਰੇ।: [319, 1207, 469, 1214]
- article-a5-caption: ਮੋਗਾ : ਸਕੂਲ ਵਿਖੇ ਕਰਵਾਈ ਗਈ ਵਿਸ਼ੇਸ਼ ਪ੍ਰਾਰਥਨਾ ਸਭਾ ਦੌਰਾਨ ਵਿਦਿਆਰਥੀ ਅਤੇ ਸਟਾਫ਼।: [319, 496, 511, 503]
- article-a4-headline: ਗੁਰਦੁਆਰਾ ਪ੍ਰਧਾਨ ਕਿਲ੍ਹਾ ਪਿੰਡ ਘੋੜੇਵਾਹ ਵਿਖੇ ਸਾਹਿਬਜ਼ਾਦਿਆਂ ਦੀ ਸ਼ਹਾਦਤ ਨੂੰ ਸਮਰਪਿਤ ਤਿਆਗਰੀਆ ਮੁਕੰਮਲ: [13, 424, 308, 456]
- photo-figures: [9, 1194, 313, 1268]
- article-a12: [631, 203, 937, 379]
- article-a14-headline: ਜੇਠੂਕੇ ਦੇ ਸਕੂਲ ਵਿੱਚ ਅਥਲੈਟਿਕਸ ਮੀਟ ਕਰਵਾਈ: [672, 622, 896, 638]
- masthead: [8, 1, 937, 46]
- article-a15-body: ਜਲੰਧਰ, 24 ਦਸੰਬਰ (ਨਿੱਜੀ ਪੱਤਰ ਪ੍ਰੇਰਕ) - ਸੰਤ ਸੰਮੇਲਨ ਦੀ ਸਮਾਪਤੀ ਤੋਂ ਬਾਅਦ ਮੁਹੱਲਾ ਰਹੀਮਪੁਰ ਦੀਆਂ ਸੰਗਤਾਂ ਡੇਰਾ ਸੱਚਖੰਡ ਬੱਲਾਂ ਵਿਖੇ ਨਤਮਸਤਕ ਹੋਈਆਂ। ਇਸ ਮੌਕੇ ਸੰਗਤਾਂ ਨੇ ਸ੍ਰੀ ਗੁਰੂ ਰਵਿਦਾਸ ਮਹਾਰਾਜ ਜੀ ਦੇ ਚਰਨਾਂ ਵਿੱਚ ਅਰਦਾਸ ਕੀਤੀ। ਪ੍ਰਬੰਧਕਾਂ ਵੱਲੋਂ ਸੰਗਤਾਂ ਦਾ ਨਿੱਘਾ ਸਵਾਗਤ ਕੀਤਾ ਗਿਆ ਅਤੇ ਲੰਗਰ ਵਰਤਾਇਆ ਗਿਆ। ਸੰਗਤਾਂ ਨੇ ਸਮੂਹਿਕ ਤੌਰ 'ਤੇ ਸ਼ਬਦ ਕੀਰਤਨ ਕੀਤਾ ਅਤੇ ਸਰਬੱਤ ਦੇ ਭਲੇ ਦੀ ਕਾਮਨਾ ਕੀਤੀ।: [631, 843, 937, 879]
- photo-figures: [321, 132, 625, 188]
- article-a2-headline: ਗੁਰਦੁਆਰਾ ਡੇਹਰੀ ਪਾਤਸ਼ਾਹੀ ਵਿਖੇ ਚਮਕੌਰ ਸਾਹਿਬ ਦੇ ਸ਼ਹੀਦਾਂ ਨੂੰ ਸਮਰਪਿਤ ਹਫ਼ਤਾਵਾਰੀ ਗੁਰਮਤਿ ਸਮਾਗਮ: [326, 53, 619, 85]
- article-a3-headline: ਪੁਲਿਸ ਦੇ ਘਟ ਰਹੀਆਂ ਦਰਖਾਸਤਾਂ ਬਾਰੇ ਕੌਣ ਜ਼ਿੰਮੇਵਾਰ ਹੈ ?: [650, 53, 919, 68]
- article-a14-photos: [631, 687, 937, 767]
- article-a5-body: ਮੋਗਾ 24 ਦਸੰਬਰ (ਨਿੱਜੀ ਪੱਤਰ ਪ੍ਰੇਰਕ) - ਬਲੂਮਿੰਗ ਬੱਡਜ਼ ਸੀਨੀਅਰ ਸੈਕੰਡਰੀ ਸਕੂਲ ਵਿਖੇ ਚਾਰ ਸਾਹਿਬਜ਼ਾਦਿਆਂ ਦੀ ਲਾਸਾਨੀ ਸ਼ਹਾਦਤ ਨੂੰ ਸਮਰਪਿਤ ਵਿਸ਼ੇਸ਼ ਪ੍ਰਾਰਥਨਾ ਸਭਾ ਦਾ ਆਯੋਜਨ ਕੀਤਾ ਗਿਆ। ਇਸ ਮੌਕੇ ਵਿਦਿਆਰਥੀਆਂ ਨੇ ਸ਼ਬਦ ਗਾਇਨ ਕੀਤਾ ਅਤੇ ਸਾਹਿਬਜ਼ਾਦਿਆਂ ਦੇ ਜੀਵਨ ਬਾਰੇ ਭਾਸ਼ਣ ਦਿੱਤੇ। ਸਕੂਲ ਦੇ ਪ੍ਰਿੰਸੀਪਲ ਨੇ ਵਿਦਿਆਰਥੀਆਂ ਨੂੰ ਸਿੱਖ ਇਤਿਹਾਸ ਤੋਂ ਪ੍ਰੇਰਨਾ ਲੈਣ ਲਈ ਪ੍ਰੇਰਿਆ। ਉਨ੍ਹਾਂ ਕਿਹਾ ਕਿ ਛੋਟੀ ਉਮਰ ਵਿੱਚ ਸਾਹਿਬਜ਼ਾਦਿਆਂ ਨੇ ਜੋ ਦਲੇਰੀ ਦਿਖਾਈ ਉਹ ਸਾਰੀ ਮਨੁੱਖਤਾ ਲਈ ਮਿਸਾਲ ਹੈ। ਪ੍ਰੋਗਰਾਮ ਦੌਰਾਨ ਵਿਦਿਆਰਥੀਆਂ ਨੇ ਕਵਿਤਾਵਾਂ ਅਤੇ ਨਾਟਕ ਵੀ ਪੇਸ਼ ਕੀਤੇ। ਅਧਿਆਪਕਾਂ ਨੇ ਵੀ ਆਪਣੇ ਵਿਚਾਰ ਸਾਂਝੇ ਕੀਤੇ। ਅੰਤ ਵਿੱਚ ਸਰਬੱਤ ਦੇ ਭਲੇ ਦੀ ਅਰਦਾਸ ਕੀਤੀ ਗਈ।: [319, 332, 626, 387]
- masthead-right: [826, 1, 937, 43]
